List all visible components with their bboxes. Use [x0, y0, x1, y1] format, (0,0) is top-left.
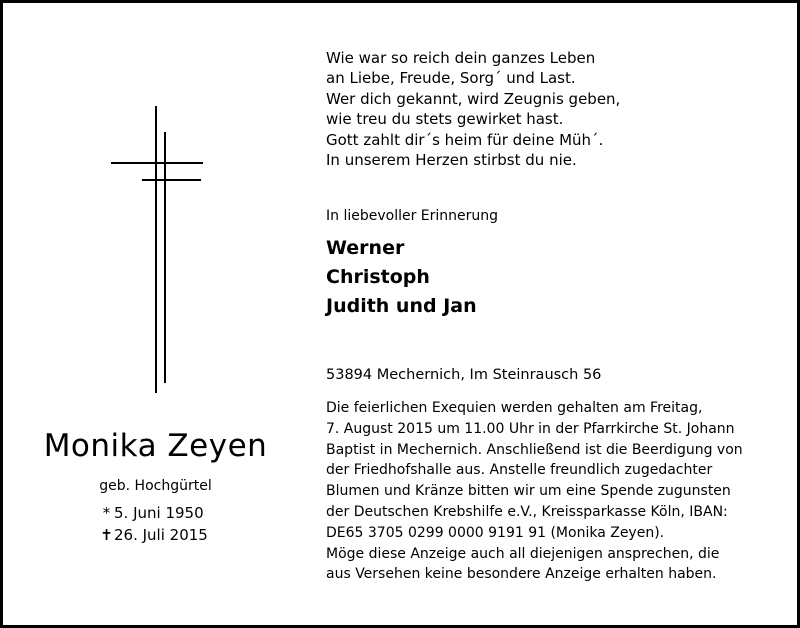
birth-date: 5. Juni 1950: [114, 504, 204, 522]
mourner-name: Werner: [326, 237, 405, 259]
death-date-row: [99, 524, 208, 546]
notice-line: Die feierlichen Exequien werden gehalten am Freitag,: [326, 400, 703, 416]
mourner-name: Judith und Jan: [326, 295, 477, 317]
notice-line: aus Versehen keine besondere Anzeige erhalten haben.: [326, 566, 717, 583]
notice-line: Möge diese Anzeige auch all diejenigen ansprechen, die: [326, 545, 720, 562]
life-dates: [99, 502, 208, 546]
birth-name: geb. Hochgürtel: [99, 478, 212, 494]
poem-line: wie treu du stets gewirket hast.: [326, 110, 564, 129]
death-date: 26. Juli 2015: [114, 526, 208, 544]
funeral-notice: [326, 398, 743, 585]
notice-line: DE65 3705 0299 0000 9191 91 (Monika Zeyen).: [326, 524, 665, 541]
notice-line: der Friedhofshalle aus. Anstelle freundlich zugedachter: [326, 462, 713, 479]
poem-line: Wer dich gekannt, wird Zeugnis geben,: [326, 89, 621, 108]
poem-line: Gott zahlt dir´s heim für deine Müh´.: [326, 130, 604, 149]
poem-line: an Liebe, Freude, Sorg´ und Last.: [326, 69, 576, 88]
star-icon: *: [102, 504, 111, 522]
mourner-name: Christoph: [326, 266, 430, 288]
notice-line: 7. August 2015 um 11.00 Uhr in der Pfarrkirche St. Johann: [326, 420, 735, 437]
memory-line: In liebevoller Erinnerung: [326, 208, 499, 224]
mourners: [326, 234, 477, 321]
deceased-name: Monika Zeyen: [43, 428, 268, 464]
birth-date-row: [99, 502, 208, 524]
poem: [326, 48, 620, 170]
address: 53894 Mechernich, Im Steinrausch 56: [326, 367, 602, 383]
cross-small-icon: ✝: [100, 526, 113, 544]
notice-line: Baptist in Mechernich. Anschließend ist die Beerdigung von: [326, 441, 743, 458]
notice-line: der Deutschen Krebshilfe e.V., Kreissparkasse Köln, IBAN:: [326, 503, 728, 520]
cross-icon: [111, 106, 203, 393]
poem-line: In unserem Herzen stirbst du nie.: [326, 151, 577, 170]
notice-line: Blumen und Kränze bitten wir um eine Spende zugunsten: [326, 483, 731, 500]
poem-line: Wie war so reich dein ganzes Leben: [326, 49, 596, 67]
